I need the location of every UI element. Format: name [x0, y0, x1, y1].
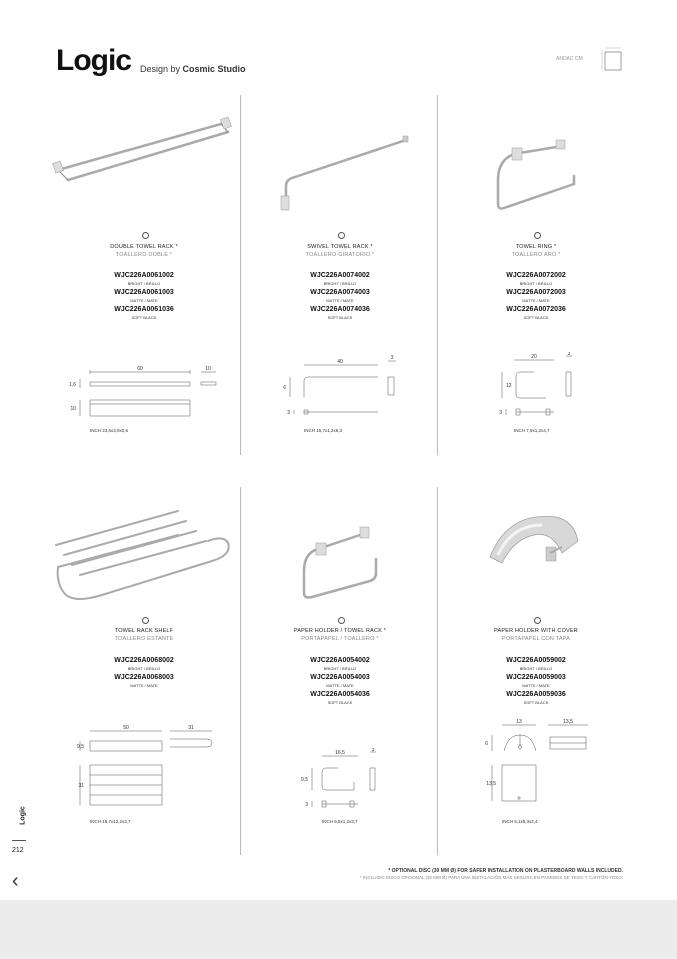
dimension-label: 13,5 — [563, 719, 573, 725]
product-name: TOWEL RACK SHELF — [114, 628, 174, 634]
inch-dimensions: INCH 23,6x3,9x0,6 — [90, 428, 129, 433]
technical-drawing — [242, 748, 438, 818]
product-finish: MATTE / MATE — [326, 298, 354, 303]
inch-dimensions: INCH 7,9x1,2x4,7 — [514, 428, 550, 433]
product-name: TOWEL RING * — [515, 244, 557, 250]
product-finish: BRIGHT / BRILLO — [519, 666, 553, 671]
back-chevron-icon[interactable]: ‹ — [12, 870, 19, 892]
towel-rack-shelf-photo — [46, 495, 242, 625]
product-name-es: TOALLERO GIRATORIO * — [305, 252, 375, 258]
product-code: WJC226A0059002 — [506, 657, 566, 664]
product-finish: MATTE / MATE — [522, 683, 550, 688]
inch-dimensions: INCH 6,5x1,2x3,7 — [322, 819, 358, 824]
dimension-label: 3 — [567, 352, 571, 357]
dimension-label: 6 — [283, 385, 286, 391]
product-name: PAPER HOLDER WITH COVER — [494, 628, 578, 634]
product-code: WJC226A0061002 — [114, 272, 174, 279]
dimension-label: 3 — [287, 410, 290, 416]
paper-holder-towel-rack-photo — [242, 495, 438, 625]
product-marker-icon — [338, 232, 345, 239]
technical-drawing — [242, 355, 438, 425]
side-divider — [12, 840, 26, 841]
dimension-label: 50 — [123, 725, 129, 731]
product-finish: BRIGHT / BRILLO — [127, 281, 161, 286]
product-name: DOUBLE TOWEL RACK * — [110, 244, 178, 250]
product-finish: SOFT BLACK — [523, 700, 549, 705]
inch-dimensions: INCH 5,1x5,3x2,4 — [502, 819, 538, 824]
dimension-label: 9,5 — [77, 744, 84, 750]
product-name-es: TOALLERO ESTANTE — [114, 636, 174, 642]
unit-label: ANDAC CM — [556, 56, 583, 62]
product-name: PAPER HOLDER / TOWEL RACK * — [293, 628, 387, 634]
product-code: WJC226A0074002 — [310, 272, 370, 279]
product-name-es: TOALLERO ARO * — [511, 252, 561, 258]
product-finish: SOFT BLACK — [131, 315, 157, 320]
dimension-label: 20 — [531, 354, 537, 360]
product-finish: MATTE / MATE — [130, 298, 158, 303]
product-name-es: PORTAPAPEL CON TAPA — [501, 636, 571, 642]
product-code: WJC226A0054036 — [310, 691, 370, 698]
dimension-label: 40 — [337, 359, 343, 365]
product-code: WJC226A0072002 — [506, 272, 566, 279]
footnote-es: * INCLUIDO DISCO OPCIONAL (30 MM Ø) PARA UNA INSTALACIÓN MÁS SEGURA EN PAREDES DE YESO Y CARTÓN-YESO. — [359, 875, 623, 880]
product-name-es: TOALLERO DOBLE * — [115, 252, 173, 258]
dimension-label: 13,5 — [486, 781, 496, 787]
dimension-label: 3 — [371, 748, 375, 753]
designer-credit: Design by Cosmic Studio — [140, 64, 246, 74]
dimension-label: 6 — [485, 741, 488, 747]
product-name-es: PORTAPAPEL / TOALLERO * — [301, 636, 379, 642]
product-code: WJC226A0068003 — [114, 674, 174, 681]
product-code: WJC226A0059036 — [506, 691, 566, 698]
technical-drawing — [46, 362, 242, 432]
dimension-label: 12 — [506, 383, 512, 389]
product-finish: BRIGHT / BRILLO — [323, 666, 357, 671]
product-code: WJC226A0054003 — [310, 674, 370, 681]
dimension-label: 9,5 — [301, 777, 308, 783]
dimension-box-icon — [600, 46, 626, 76]
technical-drawing — [438, 717, 634, 817]
dimension-label: 3 — [390, 355, 394, 361]
product-finish: MATTE / MATE — [326, 683, 354, 688]
product-marker-icon — [338, 617, 345, 624]
product-code: WJC226A0054002 — [310, 657, 370, 664]
product-marker-icon — [142, 232, 149, 239]
dimension-label: 31 — [78, 783, 84, 789]
product-finish: MATTE / MATE — [130, 683, 158, 688]
product-finish: MATTE / MATE — [522, 298, 550, 303]
dimension-label: 10 — [205, 366, 211, 372]
product-finish: SOFT BLACK — [327, 700, 353, 705]
dimension-label: 3 — [499, 410, 502, 416]
technical-drawing — [438, 352, 634, 424]
dimension-label: 16,5 — [335, 750, 345, 756]
product-marker-icon — [534, 617, 541, 624]
towel-ring-photo — [438, 100, 634, 230]
swivel-towel-rack-photo — [242, 100, 438, 230]
dimension-label: 1,6 — [69, 382, 76, 388]
product-code: WJC226A0072003 — [506, 289, 566, 296]
product-code: WJC226A0068002 — [114, 657, 174, 664]
product-code: WJC226A0061003 — [114, 289, 174, 296]
dimension-label: 3 — [305, 802, 308, 808]
product-finish: BRIGHT / BRILLO — [323, 281, 357, 286]
dimension-label: 10 — [70, 406, 76, 412]
dimension-label: 60 — [137, 366, 143, 372]
product-name: SWIVEL TOWEL RACK * — [307, 244, 373, 250]
product-code: WJC226A0059003 — [506, 674, 566, 681]
page-number: 212 — [12, 847, 24, 854]
footnote-en: * OPTIONAL DISC (30 MM Ø) FOR SAFER INSTALLATION ON PLASTERBOARD WALLS INCLUDED. — [388, 868, 623, 874]
product-finish: BRIGHT / BRILLO — [127, 666, 161, 671]
product-code: WJC226A0061036 — [114, 306, 174, 313]
paper-holder-with-cover-photo — [438, 495, 634, 625]
dimension-label: 13 — [516, 719, 522, 725]
double-towel-rack-photo — [46, 100, 242, 230]
product-code: WJC226A0072036 — [506, 306, 566, 313]
product-code: WJC226A0074003 — [310, 289, 370, 296]
inch-dimensions: INCH 15,7x1,2x6,3 — [304, 428, 343, 433]
inch-dimensions: INCH 19,7x12,2x3,7 — [90, 819, 131, 824]
side-collection-label: Logic — [19, 806, 27, 825]
collection-logo: Logic — [56, 44, 131, 77]
dimension-label: 31 — [188, 725, 194, 731]
product-finish: SOFT BLACK — [327, 315, 353, 320]
technical-drawing — [46, 723, 242, 823]
product-finish: BRIGHT / BRILLO — [519, 281, 553, 286]
product-finish: SOFT BLACK — [523, 315, 549, 320]
product-marker-icon — [142, 617, 149, 624]
product-marker-icon — [534, 232, 541, 239]
product-code: WJC226A0074036 — [310, 306, 370, 313]
